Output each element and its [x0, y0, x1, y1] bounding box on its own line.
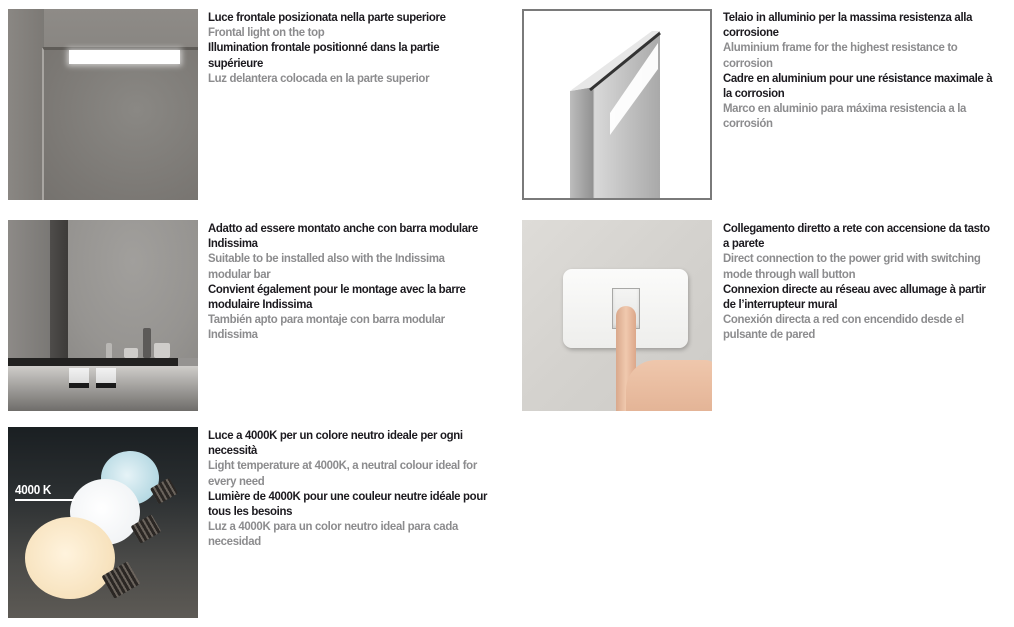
text-french: Lumière de 4000K pour une couleur neutre idéale pour tous les besoins — [208, 488, 488, 519]
text-italian: Luce frontale posizionata nella parte superiore — [208, 10, 446, 24]
wall-switch-description — [723, 221, 994, 343]
jar — [154, 343, 170, 358]
text-english: Suitable to be installed also with the Indissima modular bar — [208, 251, 445, 281]
aluminium-frame-description — [723, 10, 994, 132]
text-italian: Adatto ad essere montato anche con barra modulare Indissima — [208, 221, 478, 251]
mirror — [68, 220, 198, 358]
text-english: Frontal light on the top — [208, 25, 325, 40]
jar — [124, 348, 138, 358]
warm-bulb — [25, 517, 115, 599]
tap — [69, 368, 89, 388]
mirror — [42, 47, 198, 200]
wall — [8, 220, 50, 360]
text-spanish: También apto para montaje con barra modular Indissima — [208, 312, 445, 342]
front-light-image — [8, 9, 198, 200]
text-spanish: Conexión directa a red con encendido desde el pulsante de pared — [723, 312, 964, 342]
wall — [8, 9, 44, 200]
bulbs-4000k-image — [8, 427, 198, 618]
text-french: Convient également pour le montage avec la barre modulaire Indissima — [208, 281, 466, 312]
text-italian: Collegamento diretto a rete con accensione da tasto a parete — [723, 221, 990, 251]
modular-bar-description — [208, 221, 489, 343]
text-italian: Telaio in alluminio per la massima resistenza alla corrosione — [723, 10, 973, 40]
text-spanish: Marco en aluminio para máxima resistencia a la corrosión — [723, 101, 967, 131]
bottle — [106, 343, 112, 359]
light-4000k-description — [208, 428, 489, 550]
wall-switch-image — [522, 220, 712, 411]
text-french: Cadre en aluminium pour une résistance maximale à la corrosion — [723, 70, 993, 101]
text-french: Illumination frontale positionné dans la partie supérieure — [208, 40, 440, 70]
modular-bar-shelf — [8, 358, 178, 366]
frame-profile-icon — [524, 11, 710, 198]
bottle — [143, 328, 151, 358]
text-italian: Luce a 4000K per un colore neutro ideale per ogni necessità — [208, 428, 463, 458]
tap — [96, 368, 116, 388]
text-english: Aluminium frame for the highest resistance to corrosion — [723, 40, 958, 70]
label-underline — [15, 499, 75, 501]
aluminium-frame-image — [522, 9, 712, 200]
modular-bar-image — [8, 220, 198, 411]
temperature-label: 4000 K — [15, 482, 52, 497]
front-light-description — [208, 10, 489, 86]
text-french: Connexion directe au réseau avec allumage à partir de l’interrupteur mural — [723, 281, 986, 312]
mirror-frame — [50, 220, 68, 360]
led-light-bar — [69, 50, 180, 64]
text-english: Light temperature at 4000K, a neutral colour ideal for every need — [208, 458, 477, 488]
hand — [626, 360, 712, 411]
text-spanish: Luz delantera colocada en la parte superior — [208, 70, 430, 85]
text-english: Direct connection to the power grid with switching mode through wall button — [723, 251, 981, 281]
text-spanish: Luz a 4000K para un color neutro ideal para cada necesidad — [208, 519, 458, 549]
